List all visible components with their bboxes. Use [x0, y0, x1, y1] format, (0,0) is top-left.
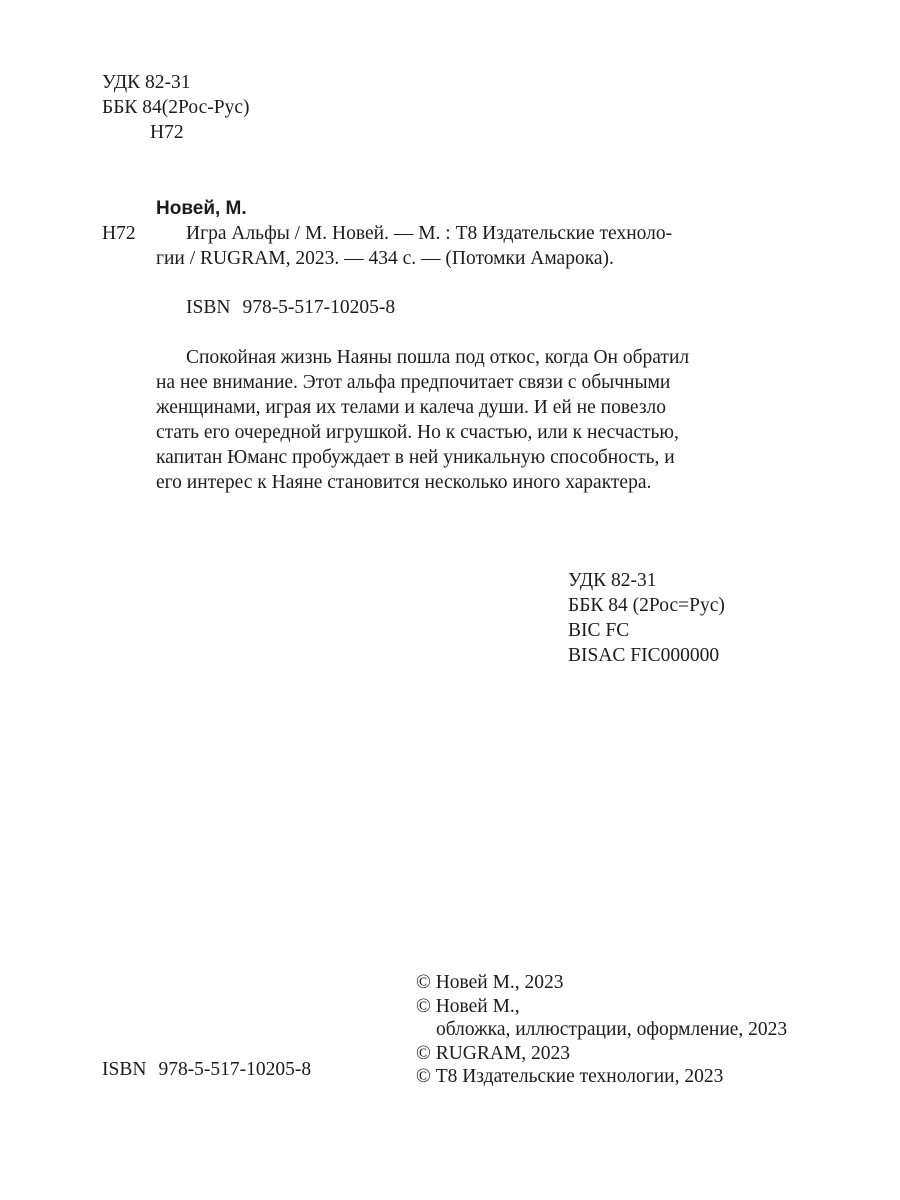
bottom-isbn — [102, 1057, 311, 1082]
classification-codes — [568, 568, 725, 668]
annotation — [156, 345, 748, 495]
annotation-line: капитан Юманс пробуждает в ней уникальную способность, и — [156, 447, 675, 468]
isbn-line — [186, 295, 395, 320]
header-classification — [102, 70, 250, 145]
copyright-author-design: © Новей М., — [416, 995, 520, 1017]
copyright-t8: © Т8 Издательские технологии, 2023 — [416, 1066, 724, 1087]
bibliographic-line-2: гии / RUGRAM, 2023. — 434 с. — (Потомки Амарока). — [156, 248, 614, 269]
annotation-line: женщинами, играя их телами и калеча души. И ей не повезло — [156, 397, 666, 418]
author-mark: Н72 — [150, 122, 184, 143]
annotation-line: стать его очередной игрушкой. Но к счастью, или к несчастью, — [156, 422, 679, 443]
copyright-block — [416, 970, 787, 1088]
copyright-author: © Новей М., 2023 — [416, 972, 564, 993]
copyright-rugram: © RUGRAM, 2023 — [416, 1042, 571, 1064]
isbn-number: 978-5-517-10205-8 — [242, 297, 396, 318]
isbn-label: ISBN — [186, 297, 231, 318]
annotation-line: Спокойная жизнь Наяны пошла под откос, когда Он обратил — [186, 347, 690, 368]
copyright-design-detail: обложка, иллюстрации, оформление, 2023 — [436, 1019, 788, 1040]
udk-code: УДК 82-31 — [102, 72, 191, 93]
code-bisac: BISAC FIC000000 — [568, 645, 720, 666]
bottom-isbn-number: 978-5-517-10205-8 — [158, 1059, 312, 1080]
annotation-line: его интерес к Наяне становится несколько иного характера. — [156, 472, 652, 493]
side-author-mark: Н72 — [102, 223, 136, 244]
bottom-isbn-label: ISBN — [102, 1059, 147, 1080]
bbk-code: ББК 84(2Рос-Рус) — [102, 97, 250, 118]
author-heading: Новей, М. — [156, 198, 247, 219]
annotation-line: на нее внимание. Этот альфа предпочитает связи с обычными — [156, 372, 671, 393]
bibliographic-line-1: Игра Альфы / М. Новей. — М. : Т8 Издательские техноло- — [186, 223, 673, 244]
code-bbk: ББК 84 (2Рос=Рус) — [568, 595, 725, 616]
code-udk: УДК 82-31 — [568, 570, 657, 591]
code-bic: BIC FC — [568, 620, 630, 641]
